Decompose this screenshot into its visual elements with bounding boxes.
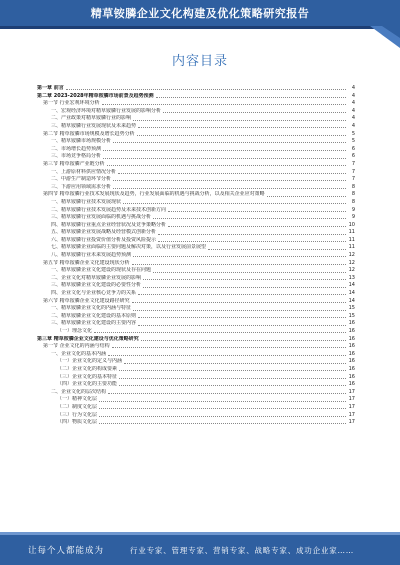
toc-page-number: 14 bbox=[348, 290, 355, 297]
toc-page-number: 6 bbox=[351, 153, 355, 160]
toc-leader-dots bbox=[132, 264, 346, 265]
toc-entry-text: 二、企业文化对精草铵膦企业发展的影响 bbox=[51, 274, 142, 281]
toc-page-number: 17 bbox=[348, 396, 355, 403]
toc-page-number: 14 bbox=[348, 297, 355, 304]
toc-entry[interactable] bbox=[37, 320, 355, 328]
toc-entry[interactable] bbox=[37, 207, 355, 215]
toc-entry[interactable] bbox=[37, 244, 355, 252]
toc-page-number: 14 bbox=[348, 282, 355, 289]
toc-page-number: 15 bbox=[348, 312, 355, 319]
toc-entry[interactable] bbox=[37, 138, 355, 146]
toc-entry-text: 一、精草铵膦企业文化的内涵与特征 bbox=[51, 305, 132, 312]
toc-leader-dots bbox=[99, 416, 346, 417]
toc-entry[interactable] bbox=[37, 260, 355, 268]
footer-roles: 行业专家、管理专家、营销专家、战略专家、成功企业家…… bbox=[130, 546, 355, 555]
toc-entry-text: （一）精神文化层 bbox=[57, 396, 98, 403]
toc-leader-dots bbox=[153, 272, 346, 273]
toc-page-number: 8 bbox=[351, 183, 355, 190]
toc-page-number: 16 bbox=[348, 350, 355, 357]
corner-decoration bbox=[360, 26, 400, 48]
toc-leader-dots bbox=[113, 142, 346, 143]
toc-entry[interactable] bbox=[37, 85, 355, 93]
toc-entry-text: 一、精草铵膦市场规模分析 bbox=[51, 138, 112, 145]
toc-entry[interactable] bbox=[37, 229, 355, 237]
toc-leader-dots bbox=[107, 165, 346, 166]
toc-leader-dots bbox=[138, 127, 346, 128]
toc-entry[interactable] bbox=[37, 389, 355, 397]
toc-page-number: 12 bbox=[348, 267, 355, 274]
toc-entry[interactable] bbox=[37, 123, 355, 131]
toc-leader-dots bbox=[133, 310, 346, 311]
toc-entry[interactable] bbox=[37, 176, 355, 184]
toc-leader-dots bbox=[118, 173, 346, 174]
toc-entry[interactable] bbox=[37, 351, 355, 359]
toc-entry[interactable] bbox=[37, 336, 355, 344]
footer-band bbox=[0, 535, 400, 565]
toc-leader-dots bbox=[168, 226, 346, 227]
toc-leader-dots bbox=[119, 378, 346, 379]
report-title: 精草铵膦企业文化构建及优化策略研究报告 bbox=[90, 7, 310, 20]
toc-entry-text: 第二节 精草铵膦市场规模及增长趋势分析 bbox=[43, 130, 135, 137]
toc-leader-dots bbox=[113, 188, 346, 189]
toc-leader-dots bbox=[124, 363, 346, 364]
toc-entry-text: 第一节 行业宏观环境分析 bbox=[43, 100, 100, 107]
toc-entry[interactable] bbox=[37, 343, 355, 351]
toc-leader-dots bbox=[267, 196, 346, 197]
toc-entry[interactable] bbox=[37, 275, 355, 283]
toc-entry[interactable] bbox=[37, 404, 355, 412]
toc-leader-dots bbox=[137, 135, 346, 136]
toc-leader-dots bbox=[66, 89, 346, 90]
toc-page-number: 17 bbox=[348, 411, 355, 418]
toc-entry[interactable] bbox=[37, 214, 355, 222]
toc-page-number: 4 bbox=[351, 107, 355, 114]
toc-page-number: 4 bbox=[351, 122, 355, 129]
toc-page-number: 17 bbox=[348, 388, 355, 395]
toc-entry-text: 一、企业文化的基本内涵 bbox=[51, 350, 107, 357]
toc-page-number: 12 bbox=[348, 259, 355, 266]
toc-leader-dots bbox=[119, 385, 346, 386]
toc-page-number: 9 bbox=[351, 206, 355, 213]
toc-entry[interactable] bbox=[37, 115, 355, 123]
toc-entry[interactable] bbox=[37, 100, 355, 108]
toc-page-number: 4 bbox=[351, 85, 355, 91]
toc-page-number: 8 bbox=[351, 191, 355, 198]
toc-entry-text: 四、企业文化与企业核心竞争力的关系 bbox=[51, 290, 137, 297]
toc-leader-dots bbox=[99, 423, 346, 424]
toc-leader-dots bbox=[153, 218, 346, 219]
toc-entry-text: 一、精草铵膦行业技术发展现状 bbox=[51, 198, 122, 205]
toc-page-number: 17 bbox=[348, 419, 355, 426]
toc-entry[interactable] bbox=[37, 184, 355, 192]
toc-entry[interactable] bbox=[37, 374, 355, 382]
toc-entry[interactable] bbox=[37, 290, 355, 298]
toc-page-number: 5 bbox=[351, 138, 355, 145]
toc-page-number: 7 bbox=[351, 176, 355, 183]
toc-entry[interactable] bbox=[37, 252, 355, 260]
toc-leader-dots bbox=[108, 355, 346, 356]
toc-entry-text: 三、精草铵膦企业文化建设的必要性分析 bbox=[51, 282, 142, 289]
toc-page-number: 11 bbox=[348, 236, 355, 243]
toc-leader-dots bbox=[113, 180, 346, 181]
toc-entry-text: 三、下游应用领域需求分析 bbox=[51, 183, 112, 190]
toc-leader-dots bbox=[112, 347, 346, 348]
toc-leader-dots bbox=[156, 97, 346, 98]
toc-entry-text: 二、企业文化的层次结构 bbox=[51, 388, 107, 395]
toc-page-number: 16 bbox=[348, 320, 355, 327]
toc-entry-text: 二、精草铵膦企业文化建设的基本原则 bbox=[51, 312, 137, 319]
toc-leader-dots bbox=[143, 287, 346, 288]
footer-slogan: 让每个人都能成为 bbox=[28, 546, 105, 556]
toc-entry-text: 三、精草铵膦行业发展面临的机遇与挑战分析 bbox=[51, 214, 152, 221]
toc-page-number: 8 bbox=[351, 198, 355, 205]
toc-leader-dots bbox=[132, 302, 346, 303]
toc-entry[interactable] bbox=[37, 199, 355, 207]
toc-leader-dots bbox=[158, 234, 346, 235]
toc-page-number: 7 bbox=[351, 160, 355, 167]
toc-leader-dots bbox=[138, 325, 346, 326]
toc-leader-dots bbox=[94, 332, 346, 333]
toc-entry-text: 二、产业政策对精草铵膦行业的影响 bbox=[51, 115, 132, 122]
toc-leader-dots bbox=[168, 211, 346, 212]
toc-entry[interactable] bbox=[37, 313, 355, 321]
toc-leader-dots bbox=[163, 112, 346, 113]
toc-entry[interactable] bbox=[37, 412, 355, 420]
toc-page-number: 16 bbox=[348, 335, 355, 342]
toc-leader-dots bbox=[141, 340, 346, 341]
toc-leader-dots bbox=[123, 203, 346, 204]
toc-leader-dots bbox=[138, 294, 346, 295]
toc-entry-text: 第一节 企业文化的内涵与结构 bbox=[43, 343, 110, 350]
toc-page-number: 11 bbox=[348, 244, 355, 251]
toc-page-number: 10 bbox=[348, 221, 355, 228]
toc-entry-text: 第三章 精草铵膦企业文化建设与优化策略研究 bbox=[37, 335, 139, 342]
toc-entry[interactable] bbox=[37, 366, 355, 374]
toc-entry[interactable] bbox=[37, 161, 355, 169]
toc-leader-dots bbox=[138, 317, 346, 318]
toc-leader-dots bbox=[99, 408, 346, 409]
toc-entry-text: 第五节 精草铵膦企业文化建设现状分析 bbox=[43, 259, 130, 266]
toc-entry[interactable] bbox=[37, 328, 355, 336]
toc-entry-text: 第二章 2023-2028年精草铵膦市场前景及趋势预测 bbox=[37, 92, 154, 99]
toc-entry-text: （二）制度文化层 bbox=[57, 403, 98, 410]
toc-entry-text: 一、宏观经济环境对精草铵膦行业发展的影响分析 bbox=[51, 107, 162, 114]
toc-page-number: 13 bbox=[348, 274, 355, 281]
toc-entry-text: 一、上游原材料供应情况分析 bbox=[51, 168, 117, 175]
toc-page-number: 16 bbox=[348, 328, 355, 334]
toc-page-number: 16 bbox=[348, 365, 355, 372]
toc-entry[interactable] bbox=[37, 419, 355, 427]
toc-entry-text: （四）企业文化的主要功能 bbox=[57, 381, 118, 388]
toc-entry[interactable] bbox=[37, 267, 355, 275]
toc-page-number: 4 bbox=[351, 92, 355, 99]
toc-leader-dots bbox=[99, 401, 346, 402]
toc-leader-dots bbox=[208, 249, 346, 250]
toc-entry-text: 八、精草铵膦行业未来发展趋势预测 bbox=[51, 252, 132, 259]
toc-entry-text: 第六节 精草铵膦企业文化建设路径研究 bbox=[43, 297, 130, 304]
toc-page-number: 16 bbox=[348, 358, 355, 365]
toc-page-number: 15 bbox=[348, 305, 355, 312]
toc-leader-dots bbox=[119, 370, 346, 371]
toc-entry-text: 二、精草铵膦行业技术发展趋势及未来技术创新方向 bbox=[51, 206, 167, 213]
toc-title: 内容目录 bbox=[171, 54, 228, 69]
toc-entry-text: 一、精草铵膦企业文化建设的现状及存在问题 bbox=[51, 267, 152, 274]
table-of-contents bbox=[37, 85, 355, 427]
toc-leader-dots bbox=[103, 150, 346, 151]
toc-entry[interactable] bbox=[37, 131, 355, 139]
header-band bbox=[0, 0, 400, 26]
toc-entry[interactable] bbox=[37, 108, 355, 116]
toc-entry-text: 三、精草铵膦行业发展现状及未来趋势 bbox=[51, 122, 137, 129]
toc-leader-dots bbox=[143, 279, 346, 280]
toc-entry-text: 四、精草铵膦行业重点企业经营状况及竞争策略分析 bbox=[51, 221, 167, 228]
toc-entry-text: （一）企业文化的定义与内涵 bbox=[57, 358, 123, 365]
toc-entry[interactable] bbox=[37, 146, 355, 154]
toc-leader-dots bbox=[133, 256, 346, 257]
toc-entry[interactable] bbox=[37, 381, 355, 389]
toc-page-number: 16 bbox=[348, 373, 355, 380]
toc-entry-text: 二、中游生产制造环节分析 bbox=[51, 176, 112, 183]
toc-entry[interactable] bbox=[37, 191, 355, 199]
toc-entry[interactable] bbox=[37, 237, 355, 245]
toc-entry-text: （二）企业文化的构成要素 bbox=[57, 365, 118, 372]
toc-entry-text: 五、精草铵膦企业发展战略及经营模式创新分析 bbox=[51, 229, 157, 236]
toc-entry[interactable] bbox=[37, 396, 355, 404]
toc-entry[interactable] bbox=[37, 298, 355, 306]
toc-page-number: 5 bbox=[351, 130, 355, 137]
toc-page-number: 16 bbox=[348, 343, 355, 350]
toc-leader-dots bbox=[133, 120, 346, 121]
toc-entry-text: 三、市场竞争格局分析 bbox=[51, 153, 102, 160]
toc-entry[interactable] bbox=[37, 305, 355, 313]
toc-leader-dots bbox=[158, 241, 346, 242]
toc-entry-text: （一）理念文化 bbox=[57, 328, 93, 334]
toc-page-number: 16 bbox=[348, 381, 355, 388]
toc-entry-text: （三）行为文化层 bbox=[57, 411, 98, 418]
toc-entry-text: （三）企业文化的基本特征 bbox=[57, 373, 118, 380]
toc-entry-text: 六、精草铵膦行业投资价值分析及投资风险提示 bbox=[51, 236, 157, 243]
toc-page-number: 6 bbox=[351, 145, 355, 152]
toc-entry[interactable] bbox=[37, 93, 355, 101]
toc-entry-text: 第三节 精草铵膦产业链分析 bbox=[43, 160, 105, 167]
toc-leader-dots bbox=[102, 104, 346, 105]
toc-entry-text: 第四节 精草铵膦行业技术发展现状及趋势，行业发展面临的机遇与挑战分析，以及相关企业应对策略 bbox=[43, 191, 265, 198]
toc-entry[interactable] bbox=[37, 169, 355, 177]
toc-page-number: 7 bbox=[351, 168, 355, 175]
toc-page-number: 9 bbox=[351, 214, 355, 221]
toc-page-number: 17 bbox=[348, 403, 355, 410]
toc-leader-dots bbox=[103, 158, 346, 159]
toc-leader-dots bbox=[108, 393, 346, 394]
toc-page-number: 4 bbox=[351, 100, 355, 107]
toc-entry[interactable] bbox=[37, 358, 355, 366]
toc-entry[interactable] bbox=[37, 153, 355, 161]
toc-page-number: 11 bbox=[348, 229, 355, 236]
toc-entry-text: 第一章 前言 bbox=[37, 85, 64, 91]
toc-entry-text: 七、精草铵膦企业面临的主要问题及解决对策，以及行业发展前景展望 bbox=[51, 244, 207, 251]
toc-page-number: 4 bbox=[351, 115, 355, 122]
toc-entry-text: 二、市场增长趋势预测 bbox=[51, 145, 102, 152]
toc-entry[interactable] bbox=[37, 222, 355, 230]
toc-entry[interactable] bbox=[37, 282, 355, 290]
toc-entry-text: 三、精草铵膦企业文化建设的主要内容 bbox=[51, 320, 137, 327]
toc-entry-text: （四）物质文化层 bbox=[57, 419, 98, 426]
toc-page-number: 12 bbox=[348, 252, 355, 259]
